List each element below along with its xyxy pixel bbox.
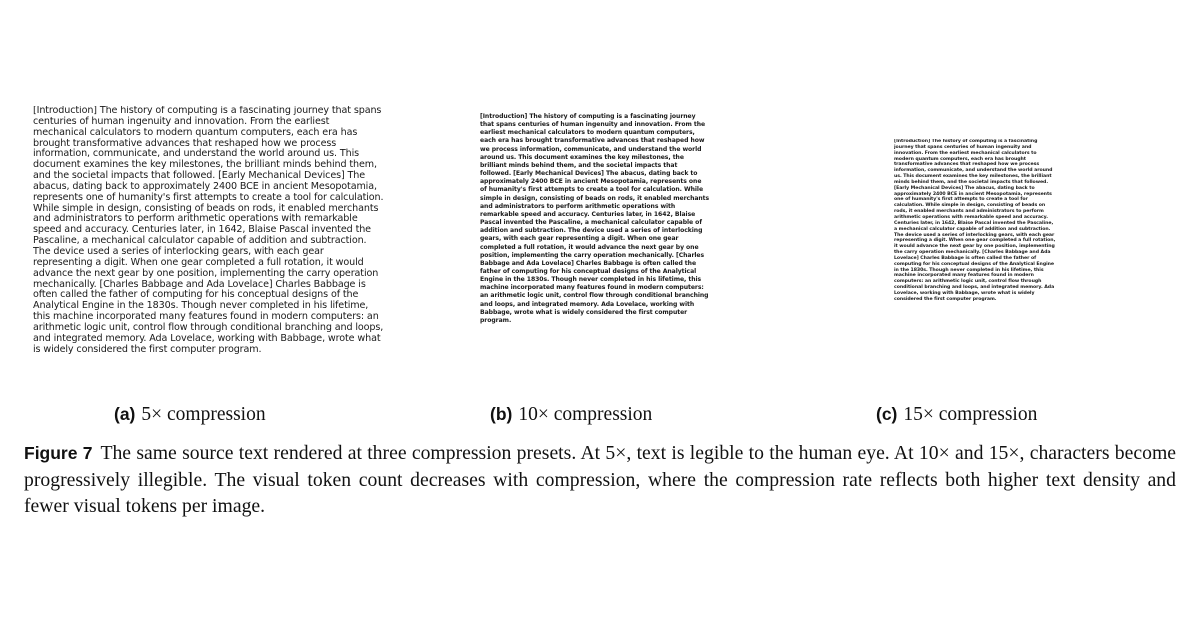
- subcaption-b-tag: (b): [490, 404, 513, 424]
- subcaption-c-label: 15× compression: [903, 404, 1038, 425]
- rendered-text-5x: [Introduction] The history of computing is a fascinating journey that spans centuries of human ingenuity and innovation. From the earliest mechanical calculators to modern quantum computers, each era has brought transformative advances that reshaped how we process information, communicate, and understand the world around us. This document examines the key milestones, the brilliant minds behind them, and the societal impacts that followed. [Early Mechanical Devices] The abacus, dating back to approximately 2400 BCE in ancient Mesopotamia, represents one of humanity's first attempts to create a tool for calculation. While simple in design, consisting of beads on rods, it enabled merchants and administrators to perform arithmetic operations with remarkable speed and accuracy. Centuries later, in 1642, Blaise Pascal invented the Pascaline, a mechanical calculator capable of addition and subtraction. The device used a series of interlocking gears, with each gear representing a digit. When one gear completed a full rotation, it would advance the next gear by one position, implementing the carry operation mechanically. [Charles Babbage and Ada Lovelace] Charles Babbage is often called the father of computing for his conceptual designs of the Analytical Engine in the 1830s. Though never completed in his lifetime, this machine incorporated many features found in modern computers: an arithmetic logic unit, control flow through conditional branching and loops, and integrated memory. Ada Lovelace, working with Babbage, wrote what is widely considered the first computer program.: [33, 106, 384, 355]
- rendered-text-15x: [Introduction] The history of computing is a fascinating journey that spans centuries of human ingenuity and innovation. From the earliest mechanical calculators to modern quantum computers, each era has brought transformative advances that reshaped how we process information, communicate, and understand the world around us. This document examines the key milestones, the brilliant minds behind them, and the societal impacts that followed. [Early Mechanical Devices] The abacus, dating back to approximately 2400 BCE in ancient Mesopotamia, represents one of humanity's first attempts to create a tool for calculation. While simple in design, consisting of beads on rods, it enabled merchants and administrators to perform arithmetic operations with remarkable speed and accuracy. Centuries later, in 1642, Blaise Pascal invented the Pascaline, a mechanical calculator capable of addition and subtraction. The device used a series of interlocking gears, with each gear representing a digit. When one gear completed a full rotation, it would advance the next gear by one position, implementing the carry operation mechanically. [Charles Babbage and Ada Lovelace] Charles Babbage is often called the father of computing for his conceptual designs of the Analytical Engine in the 1830s. Though never completed in his lifetime, this machine incorporated many features found in modern computers: an arithmetic logic unit, control flow through conditional branching and loops, and integrated memory. Ada Lovelace, working with Babbage, wrote what is widely considered the first computer program.: [894, 139, 1056, 302]
- subcaption-b-label: 10× compression: [518, 404, 653, 425]
- figure-caption-text: The same source text rendered at three compression presets. At 5×, text is legible to the human eye. At 10× and 15×, characters become progressively illegible. The visual token count decreases with compression, where the compression rate reflects both higher text density and fewer visual tokens per image.: [24, 442, 1176, 517]
- figure-caption: [24, 440, 1176, 520]
- subcaption-c: [876, 404, 1037, 426]
- subcaption-a: [114, 404, 266, 426]
- subcaption-b: [490, 404, 652, 426]
- figure-label: Figure 7: [24, 443, 93, 463]
- subcaption-a-label: 5× compression: [141, 404, 266, 425]
- rendered-text-10x: [Introduction] The history of computing is a fascinating journey that spans centuries of human ingenuity and innovation. From the earliest mechanical calculators to modern quantum computers, each era has brought transformative advances that reshaped how we process information, communicate, and understand the world around us. This document examines the key milestones, the brilliant minds behind them, and the societal impacts that followed. [Early Mechanical Devices] The abacus, dating back to approximately 2400 BCE in ancient Mesopotamia, represents one of humanity's first attempts to create a tool for calculation. While simple in design, consisting of beads on rods, it enabled merchants and administrators to perform arithmetic operations with remarkable speed and accuracy. Centuries later, in 1642, Blaise Pascal invented the Pascaline, a mechanical calculator capable of addition and subtraction. The device used a series of interlocking gears, with each gear representing a digit. When one gear completed a full rotation, it would advance the next gear by one position, implementing the carry operation mechanically. [Charles Babbage and Ada Lovelace] Charles Babbage is often called the father of computing for his conceptual designs of the Analytical Engine in the 1830s. Though never completed in his lifetime, this machine incorporated many features found in modern computers: an arithmetic logic unit, control flow through conditional branching and loops, and integrated memory. Ada Lovelace, working with Babbage, wrote what is widely considered the first computer program.: [480, 113, 710, 324]
- subcaption-a-tag: (a): [114, 404, 136, 424]
- subcaption-c-tag: (c): [876, 404, 898, 424]
